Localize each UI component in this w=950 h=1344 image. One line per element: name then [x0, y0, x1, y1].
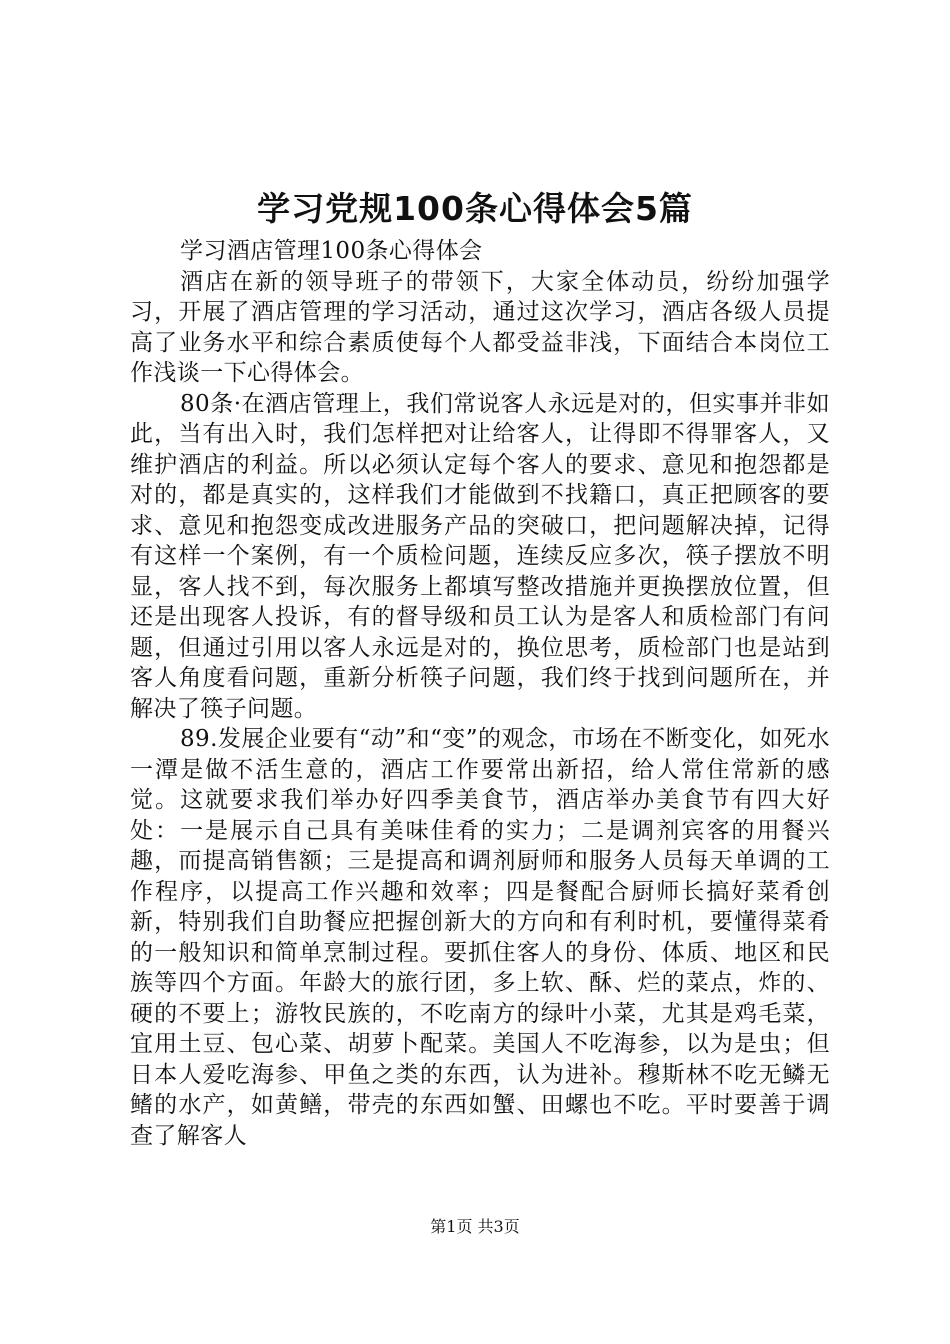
- paragraph-intro: 酒店在新的领导班子的带领下，大家全体动员，纷纷加强学习，开展了酒店管理的学习活动，通过这次学习，酒店各级人员提高了业务水平和综合素质使每个人都受益非浅，下面结合本岗位工作浅谈一下心得体会。: [130, 268, 830, 386]
- paragraph-item-80: 80条·在酒店管理上，我们常说客人永远是对的，但实事并非如此，当有出入时，我们怎样把对让给客人，让得即不得罪客人，又维护酒店的利益。所以必须认定每个客人的要求、意见和抱怨都是对的，都是真实的，这样我们才能做到不找籍口，真正把顾客的要求、意见和抱怨变成改进服务产品的突破口，把问题解决掉，记得有这样一个案例，有一个质检问题，连续反应多次，筷子摆放不明显，客人找不到，每次服务上都填写整改措施并更换摆放位置，但还是出现客人投诉，有的督导级和员工认为是客人和质检部门有问题，但通过引用以客人永远是对的，换位思考，质检部门也是站到客人角度看问题，重新分析筷子问题，我们终于找到问题所在，并解决了筷子问题。: [130, 390, 830, 722]
- page-number-footer: 第1页 共3页: [430, 1217, 520, 1236]
- paragraph-item-89: 89.发展企业要有“动”和“变”的观念，市场在不断变化，如死水一潭是做不活生意的，酒店工作要常出新招，给人常住常新的感觉。这就要求我们举办好四季美食节，酒店举办美食节有四大好处：一是展示自己具有美味佳肴的实力；二是调剂宾客的用餐兴趣，而提高销售额；三是提高和调剂厨师和服务人员每天单调的工作程序，以提高工作兴趣和效率；四是餐配合厨师长搞好菜肴创新，特别我们自助餐应把握创新大的方向和有利时机，要懂得菜肴的一般知识和简单烹制过程。要抓住客人的身份、体质、地区和民族等四个方面。年龄大的旅行团，多上软、酥、烂的菜点，炸的、硬的不要上；游牧民族的，不吃南方的绿叶小菜，尤其是鸡毛菜，宜用土豆、包心菜、胡萝卜配菜。美国人不吃海参，以为是虫；但日本人爱吃海参、甲鱼之类的东西，认为进补。穆斯林不吃无鳞无鳍的水产，如黄鳝，带壳的东西如蟹、田螺也不吃。平时要善于调查了解客人: [130, 726, 830, 1149]
- document-body: [130, 236, 830, 1151]
- document-title: 学习党规100条心得体会5篇: [257, 189, 693, 228]
- section-subtitle: 学习酒店管理100条心得体会: [180, 238, 483, 264]
